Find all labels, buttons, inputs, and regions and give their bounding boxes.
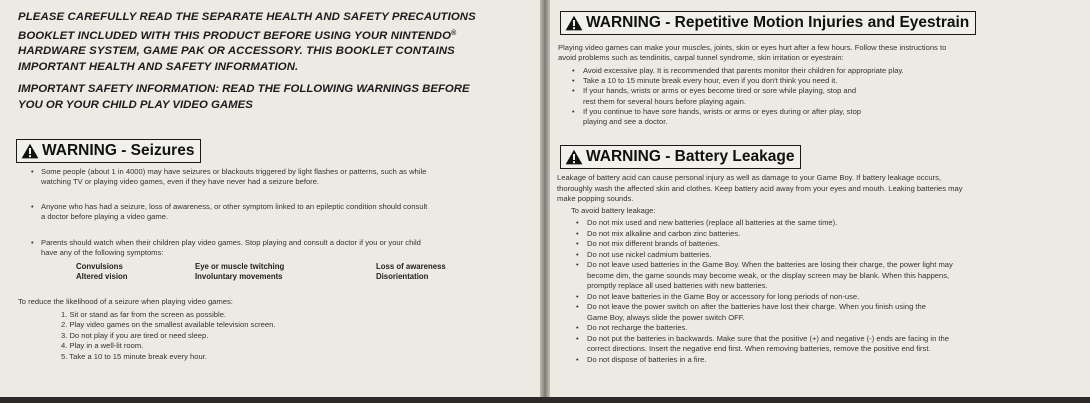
intro-line: make popping sounds.: [557, 194, 634, 204]
precautions-line: PLEASE CAREFULLY READ THE SEPARATE HEALTH AND SAFETY PRECAUTIONS: [18, 11, 476, 23]
seizure-bullet: [28, 202, 533, 223]
battery-bullet-list: [574, 218, 1074, 365]
bullet-line: have any of the following symptoms:: [41, 248, 164, 258]
battery-bullet: • Do not dispose of batteries in a fire.: [574, 355, 1074, 366]
rmi-bullet: • Avoid excessive play. It is recommended that parents monitor their children for appropriate play.: [570, 66, 1050, 76]
precautions-line: BOOKLET INCLUDED WITH THIS PRODUCT BEFORE USING YOUR NINTENDO®: [18, 29, 457, 42]
warning-title: WARNING - Battery Leakage: [586, 148, 795, 165]
warning-seizures-heading: [16, 139, 201, 163]
battery-subheading: To avoid battery leakage:: [571, 206, 656, 215]
warning-rmi-heading: [560, 11, 976, 35]
warning-triangle-icon: [565, 149, 583, 165]
symptom: Involuntary movements: [195, 272, 283, 282]
symptom: Eye or muscle twitching: [195, 262, 285, 271]
reduce-intro: To reduce the likelihood of a seizure when playing video games:: [18, 297, 233, 306]
reduce-step: 4. Play in a well-lit room.: [61, 341, 144, 351]
reduce-step: 1. Sit or stand as far from the screen as possible.: [61, 310, 227, 319]
battery-bullet: • Do not recharge the batteries.: [574, 323, 1074, 334]
bullet-line: a doctor before playing a video game.: [41, 212, 169, 222]
bullet-line: • Anyone who has had a seizure, loss of awareness, or other symptom linked to an epileptic condition should consult: [28, 202, 533, 212]
rmi-bullet-cont: playing and see a doctor.: [583, 117, 668, 127]
battery-bullet: • Do not use nickel cadmium batteries.: [574, 250, 1074, 261]
battery-bullet-cont: promptly replace all used batteries with new batteries.: [587, 281, 768, 290]
rmi-bullet: • Take a 10 to 15 minute break every hour, even if you don't think you need it.: [570, 76, 1050, 86]
precautions-line: HARDWARE SYSTEM, GAME PAK OR ACCESSORY. THIS BOOKLET CONTAINS: [18, 45, 455, 58]
reduce-steps-list: [61, 310, 275, 362]
rmi-bullet-list: [570, 66, 1050, 127]
precautions-line: IMPORTANT HEALTH AND SAFETY INFORMATION.: [18, 60, 299, 73]
reduce-step: 3. Do not play if you are tired or need sleep.: [61, 330, 209, 340]
symptom: Convulsions: [76, 262, 123, 271]
battery-bullet: • Do not mix alkaline and carbon zinc batteries.: [574, 229, 1074, 240]
warning-triangle-icon: [21, 143, 39, 159]
battery-bullet: • Do not leave used batteries in the Game Boy. When the batteries are losing their charge, the power light may: [574, 260, 1074, 271]
important-safety-heading: [18, 82, 528, 113]
rmi-bullet: • If you continue to have sore hands, wrists or arms or eyes during or after play, stop: [570, 107, 1050, 117]
bottom-edge: [0, 397, 1090, 403]
intro-line: Playing video games can make your muscles, joints, skin or eyes hurt after a few hours. Follow these instructions to: [558, 43, 947, 52]
bullet-line: • Some people (about 1 in 4000) may have seizures or blackouts triggered by light flashes or patterns, such as while: [28, 167, 533, 177]
warning-triangle-icon: [565, 15, 583, 31]
battery-bullet-cont: become dim, the game sounds may become weak, or the display screen may be blank. When this happens,: [587, 270, 950, 280]
reduce-step: 2. Play video games on the smallest available television screen.: [61, 320, 276, 330]
battery-bullet: • Do not mix used and new batteries (replace all batteries at the same time).: [574, 218, 1074, 229]
bullet-line: watching TV or playing video games, even if they have never had a seizure before.: [41, 177, 320, 187]
intro-line: Leakage of battery acid can cause personal injury as well as damage to your Game Boy. If battery leakage occurs,: [557, 173, 941, 182]
warning-title: WARNING - Repetitive Motion Injuries and Eyestrain: [586, 14, 970, 31]
symptom: Disorientation: [376, 272, 429, 282]
rmi-bullet-cont: rest them for several hours before playing again.: [583, 96, 746, 106]
symptom: Altered vision: [76, 272, 128, 282]
important-line: YOU OR YOUR CHILD PLAY VIDEO GAMES: [18, 98, 253, 111]
symptoms-column: [195, 262, 284, 283]
seizure-bullet: [28, 167, 533, 188]
symptoms-column: [76, 262, 128, 283]
precautions-notice: [18, 10, 523, 75]
battery-bullet-cont: correct directions. Insert the negative end first. When removing batteries, remove the positive end first.: [587, 344, 931, 353]
battery-bullet: • Do not leave batteries in the Game Boy or accessory for long periods of non-use.: [574, 292, 1074, 303]
important-line: IMPORTANT SAFETY INFORMATION: READ THE FOLLOWING WARNINGS BEFORE: [18, 83, 470, 95]
warning-battery-heading: [560, 145, 801, 169]
intro-line: thoroughly wash the affected skin and clothes. Keep battery acid away from your eyes and mouth. Leaking batteries may: [557, 183, 963, 193]
rmi-bullet: • If your hands, wrists or arms or eyes become tired or sore while playing, stop and: [570, 86, 1050, 96]
symptoms-column: [376, 262, 446, 283]
battery-bullet: • Do not put the batteries in backwards. Make sure that the positive (+) and negative (-) ends are facing in the: [574, 334, 1074, 345]
battery-intro: [557, 173, 1077, 205]
battery-bullet-cont: Game Boy, always slide the power switch OFF.: [587, 312, 745, 322]
bullet-line: • Parents should watch when their children play video games. Stop playing and consult a doctor if you or your child: [28, 238, 533, 248]
intro-line: avoid problems such as tendinitis, carpal tunnel syndrome, skin irritation or eyestrain:: [558, 53, 844, 63]
rmi-intro: [558, 43, 1058, 63]
page-gutter: [540, 0, 550, 397]
symptom: Loss of awareness: [376, 262, 446, 271]
seizure-bullet: [28, 238, 533, 259]
warning-title: WARNING - Seizures: [42, 142, 195, 159]
battery-bullet: • Do not mix different brands of batteries.: [574, 239, 1074, 250]
battery-bullet: • Do not leave the power switch on after the batteries have lost their charge. When you finish using the: [574, 302, 1074, 313]
registered-mark: ®: [451, 29, 457, 37]
reduce-step: 5. Take a 10 to 15 minute break every hour.: [61, 351, 207, 361]
